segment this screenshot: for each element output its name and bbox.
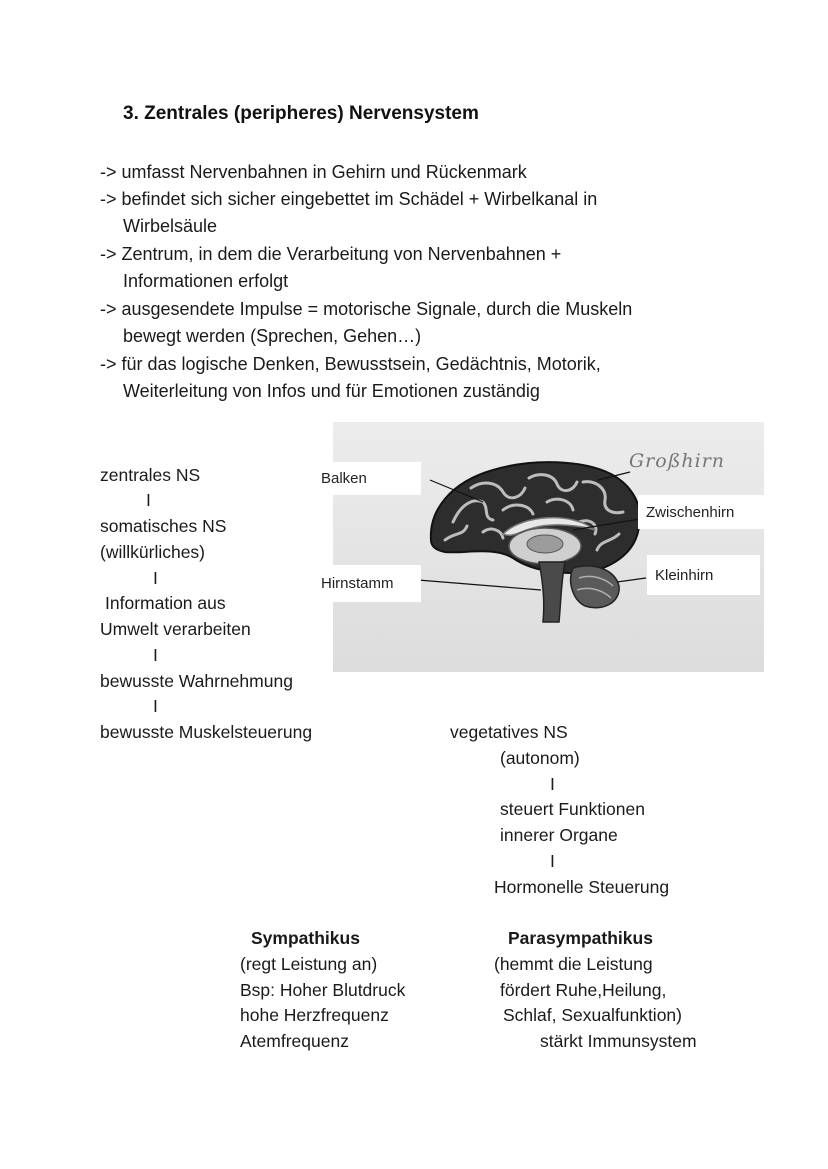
separator: I (153, 568, 158, 588)
sympathikus-line: Atemfrequenz (240, 1031, 349, 1051)
parasympathikus-line: stärkt Immunsystem (540, 1031, 697, 1051)
bullet-2-cont: Wirbelsäule (123, 216, 218, 236)
vegetatives-ns-note: (autonom) (500, 748, 580, 768)
bullet-3-cont: Informationen erfolgt (123, 271, 289, 291)
parasympathikus-line: (hemmt die Leistung (494, 954, 653, 974)
label-balken: Balken (313, 462, 421, 495)
bullet-2: -> befindet sich sicher eingebettet im Schädel + Wirbelkanal in (100, 189, 598, 209)
funktionen-line-2: innerer Organe (500, 825, 618, 845)
vegetatives-ns: vegetatives NS (450, 722, 568, 742)
separator: I (146, 490, 151, 510)
bewusste-muskelsteuerung: bewusste Muskelsteuerung (100, 722, 313, 742)
separator: I (550, 774, 555, 794)
sympathikus-line: Bsp: Hoher Blutdruck (240, 980, 406, 1000)
separator: I (153, 645, 158, 665)
page-title: 3. Zentrales (peripheres) Nervensystem (123, 103, 479, 124)
parasympathikus-line: fördert Ruhe,Heilung, (500, 980, 667, 1000)
sympathikus-line: (regt Leistung an) (240, 954, 378, 974)
hormonelle-steuerung: Hormonelle Steuerung (494, 877, 670, 897)
bullet-5: -> für das logische Denken, Bewusstsein, Gedächtnis, Motorik, (100, 354, 601, 374)
label-kleinhirn: Kleinhirn (647, 555, 760, 595)
label-grosshirn: Großhirn (629, 450, 726, 472)
bullet-3: -> Zentrum, in dem die Verarbeitung von Nervenbahnen + (100, 244, 562, 264)
somatisches-ns-note: (willkürliches) (100, 542, 206, 562)
bullet-5-cont: Weiterleitung von Infos und für Emotionen zuständig (123, 381, 540, 401)
bullet-4: -> ausgesendete Impulse = motorische Signale, durch die Muskeln (100, 299, 633, 319)
brain-figure (321, 422, 764, 672)
information-line-2: Umwelt verarbeiten (100, 619, 251, 639)
zentrales-ns: zentrales NS (100, 465, 201, 485)
separator: I (550, 851, 555, 871)
label-hirnstamm: Hirnstamm (313, 565, 421, 602)
sympathikus-line: hohe Herzfrequenz (240, 1005, 389, 1025)
bewusste-wahrnehmung: bewusste Wahrnehmung (100, 671, 293, 691)
funktionen-line-1: steuert Funktionen (500, 799, 645, 819)
parasympathikus-line: Schlaf, Sexualfunktion) (503, 1005, 682, 1025)
label-zwischenhirn: Zwischenhirn (638, 495, 765, 529)
parasympathikus-title: Parasympathikus (508, 928, 653, 948)
somatisches-ns: somatisches NS (100, 516, 227, 536)
separator: I (153, 696, 158, 716)
sympathikus-title: Sympathikus (251, 928, 360, 948)
bullet-1: -> umfasst Nervenbahnen in Gehirn und Rückenmark (100, 162, 527, 182)
bullet-4-cont: bewegt werden (Sprechen, Gehen…) (123, 326, 422, 346)
information-line-1: Information aus (105, 593, 226, 613)
